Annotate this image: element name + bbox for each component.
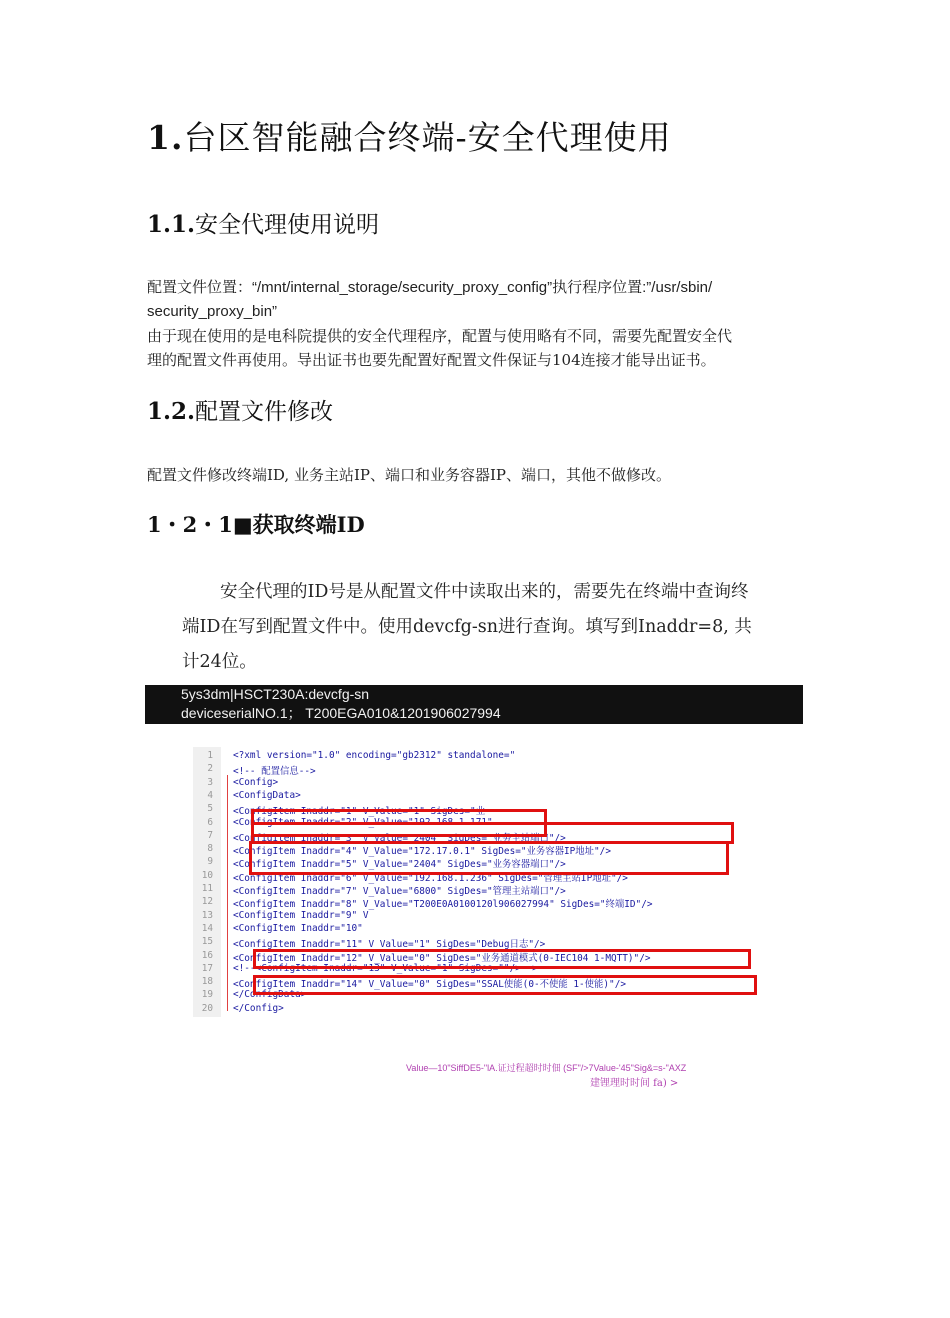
line-number: 5 bbox=[207, 803, 213, 815]
line-number: 3 bbox=[207, 776, 213, 788]
code-line: <ConfigItem Inaddr="6" V_Value="192.168.1.236" SigDes="管理主站IP地址"/> bbox=[233, 872, 628, 884]
section-number: 1.1. bbox=[147, 211, 196, 238]
highlight-box-ssal bbox=[253, 975, 757, 995]
code-line: <ConfigItem Inaddr="14" V_Value="0" SigDes="SSAL使能(0-不使能 1-使能)"/> bbox=[233, 979, 626, 991]
code-line: </Config> bbox=[233, 1002, 284, 1014]
line-number: 18 bbox=[201, 976, 213, 988]
paragraph-line: 由于现在使用的是电科院提供的安全代理程序，配置与使用略有不同，需要先配置安全代 bbox=[147, 327, 733, 345]
section-heading-1-1 bbox=[147, 206, 379, 239]
highlight-box-channel-mode bbox=[253, 949, 751, 969]
code-line: </ConfigData> bbox=[233, 989, 307, 1001]
terminal-output-line: deviceserialNO.1； T200EGA010&1201906027994 bbox=[181, 705, 501, 721]
code-line: <ConfigItem Inaddr="2" V_Value="192.168.1.171" bbox=[233, 816, 493, 828]
code-line: <ConfigItem Inaddr="7" V_Value="6800" SigDes="管理主站端口"/> bbox=[233, 886, 566, 897]
paragraph-get-id bbox=[182, 575, 822, 680]
paragraph-config-modify bbox=[147, 463, 847, 487]
line-number: 2 bbox=[207, 763, 213, 775]
line-number: 15 bbox=[201, 936, 213, 948]
title-number: 1. bbox=[147, 118, 184, 157]
code-line: <?xml version="1.0" encoding="gb2312" standalone=" bbox=[233, 750, 516, 761]
line-number: 4 bbox=[207, 789, 213, 801]
section-title: 安全代理使用说明 bbox=[195, 212, 380, 238]
line-number: 8 bbox=[207, 843, 213, 855]
line-number: 7 bbox=[207, 829, 213, 841]
line-number: 20 bbox=[201, 1002, 213, 1014]
line-number: 14 bbox=[201, 922, 213, 934]
highlight-box-container bbox=[249, 841, 729, 875]
paragraph-line: 端ID在写到配置文件中。使用devcfg-sn进行查询。填写到Inaddr=8, 共 bbox=[182, 617, 752, 637]
title-text: 台区智能融合终端-安全代理使用 bbox=[183, 118, 672, 157]
line-number: 6 bbox=[207, 816, 213, 828]
terminal-screenshot bbox=[145, 685, 803, 724]
code-line: <ConfigItem Inaddr="11" V_Value="1" SigDes="Debug日志"/> bbox=[233, 939, 546, 951]
paragraph-line: 计24位。 bbox=[182, 652, 257, 672]
section-title: 配置文件修改 bbox=[195, 399, 334, 425]
line-number: 16 bbox=[201, 949, 213, 961]
line-number: 19 bbox=[201, 989, 213, 1001]
code-line: <ConfigItem Inaddr="8" V_Value="T200E0A0100120l906027994" SigDes="终端ID"/> bbox=[233, 899, 653, 911]
section-number: 1.2. bbox=[147, 398, 196, 425]
fold-guide bbox=[227, 775, 228, 1011]
section-heading-1-2 bbox=[147, 393, 333, 426]
line-number: 12 bbox=[201, 896, 213, 908]
code-line: <ConfigItem Inaddr="4" V_Value="172.17.0.1" SigDes="业务容器IP地址"/> bbox=[233, 846, 611, 858]
code-line: <ConfigItem Inaddr="1" V_Value="1" SigDes="业 bbox=[233, 806, 486, 818]
line-number: 10 bbox=[201, 869, 213, 881]
code-line: <ConfigItem Inaddr="9" V bbox=[233, 909, 369, 921]
code-line: <ConfigItem Inaddr="10" bbox=[233, 922, 363, 934]
footnote-line: 建锂理时时间 fa) > bbox=[590, 1078, 679, 1089]
code-line: <!-- 配置信息--> bbox=[233, 766, 316, 778]
line-number: 1 bbox=[207, 750, 213, 761]
code-line: <!--<ConfigItem Inaddr="13" V_Value="1" SigDes=""/>--> bbox=[233, 962, 538, 974]
config-file-screenshot bbox=[193, 747, 763, 1017]
footnote-line: Value—10"SiffDE5-"lA.证过程超时时佃 (SF"/>7Value-'45"Sig&=s-"AXZ bbox=[406, 1063, 687, 1073]
code-line: <ConfigItem Inaddr="3" V_Value="2404" SigDes="业务主站端口"/> bbox=[233, 832, 566, 844]
line-number: 17 bbox=[201, 962, 213, 974]
paragraph-line: 配置文件修改终端ID, 业务主站IP、端口和业务容器IP、端口，其他不做修改。 bbox=[147, 466, 671, 484]
document-title bbox=[147, 112, 672, 159]
code-line: <ConfigItem Inaddr="12" V_Value="0" SigDes="业务通道模式(0-IEC104 1-MQTT)"/> bbox=[233, 952, 651, 964]
line-number: 11 bbox=[201, 883, 213, 894]
line-number: 9 bbox=[207, 856, 213, 868]
paragraph-line: 理的配置文件再使用。导出证书也要先配置好配置文件保证与104连接才能导出证书。 bbox=[147, 351, 716, 369]
line-number: 13 bbox=[201, 909, 213, 921]
code-line: <ConfigData> bbox=[233, 789, 301, 801]
paragraph-line: security_proxy_bin” bbox=[147, 303, 278, 320]
terminal-command-line: 5ys3dm|HSCT230A:devcfg-sn bbox=[181, 686, 370, 702]
paragraph-line: 配置文件位置：“/mnt/internal_storage/security_proxy_config”执行程序位置:”/usr/sbin/ bbox=[147, 279, 713, 296]
paragraph-config-location bbox=[147, 276, 847, 372]
code-line: <ConfigItem Inaddr="5" V_Value="2404" SigDes="业务容器端口"/> bbox=[233, 859, 566, 871]
paragraph-line: 安全代理的ID号是从配置文件中读取出来的，需要先在终端中查询终 bbox=[220, 582, 749, 602]
section-heading-1-2-1: 1・2・1■获取终端ID bbox=[147, 512, 365, 537]
code-line: <Config> bbox=[233, 776, 279, 788]
